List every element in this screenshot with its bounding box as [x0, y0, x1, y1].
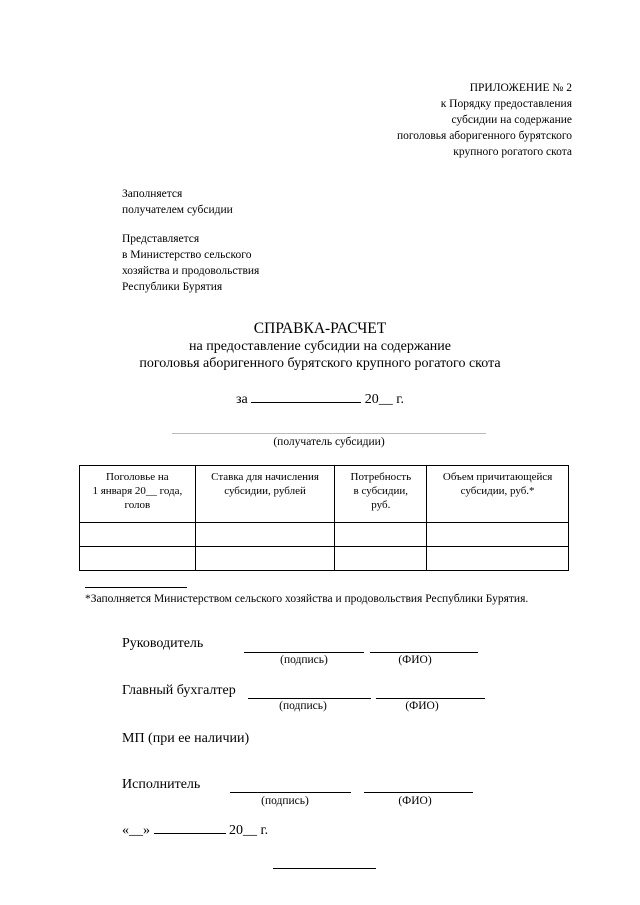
- header-need: Потребность в субсидии, руб.: [335, 466, 427, 523]
- table-cell[interactable]: [427, 523, 569, 547]
- head-label: Руководитель: [122, 636, 204, 651]
- appendix-line: к Порядку предоставления: [440, 98, 572, 110]
- table-cell[interactable]: [80, 523, 196, 547]
- accountant-name-blank[interactable]: [376, 698, 485, 699]
- table-cell[interactable]: [335, 547, 427, 571]
- period-prefix: за: [236, 392, 248, 407]
- document-title: [0, 320, 640, 372]
- table-cell[interactable]: [195, 547, 335, 571]
- executor-label: Исполнитель: [122, 777, 201, 792]
- header-amount: Объем причитающейся субсидии, руб.*: [427, 466, 569, 523]
- bottom-blank[interactable]: [273, 868, 376, 869]
- submitted-to-note: [122, 231, 259, 295]
- calculation-table: [79, 465, 569, 571]
- table-cell[interactable]: [80, 547, 196, 571]
- period-line: [0, 392, 640, 408]
- signature-caption: (подпись): [280, 654, 328, 666]
- head-signature-blank[interactable]: [244, 652, 364, 653]
- title-subtitle: на предоставление субсидии на содержание: [189, 339, 451, 354]
- table-cell[interactable]: [195, 523, 335, 547]
- name-caption: (ФИО): [398, 654, 432, 666]
- header-livestock: Поголовье на 1 января 20__ года, голов: [80, 466, 196, 523]
- accountant-label: Главный бухгалтер: [122, 683, 236, 698]
- filled-by-note: [122, 186, 233, 218]
- title-subtitle: поголовья аборигенного бурятского крупного рогатого скота: [139, 356, 501, 371]
- signature-caption: (подпись): [279, 700, 327, 712]
- header-rate: Ставка для начисления субсидии, рублей: [195, 466, 335, 523]
- appendix-number: ПРИЛОЖЕНИЕ № 2: [469, 82, 572, 94]
- table-header-row: [80, 466, 569, 523]
- footnote-rule: [85, 587, 187, 588]
- name-caption: (ФИО): [405, 700, 439, 712]
- date-day[interactable]: «__»: [122, 823, 150, 838]
- note-line: Представляется: [122, 233, 200, 245]
- recipient-caption: (получатель субсидии): [273, 436, 385, 448]
- note-line: в Министерство сельского: [122, 249, 252, 261]
- appendix-heading: [397, 80, 572, 160]
- accountant-signature-blank[interactable]: [248, 698, 371, 699]
- period-blank[interactable]: [251, 402, 361, 403]
- note-line: получателем субсидии: [122, 204, 233, 216]
- footnote: *Заполняется Министерством сельского хозяйства и продовольствия Республики Бурятия.: [85, 593, 529, 605]
- table-row: [80, 523, 569, 547]
- table-cell[interactable]: [335, 523, 427, 547]
- note-line: Республики Бурятия: [122, 281, 223, 293]
- executor-signature-blank[interactable]: [230, 792, 351, 793]
- note-line: Заполняется: [122, 188, 183, 200]
- table-row: [80, 547, 569, 571]
- signature-caption: (подпись): [261, 795, 309, 807]
- appendix-line: поголовья аборигенного бурятского: [396, 130, 572, 142]
- period-year: 20__ г.: [364, 392, 404, 407]
- date-year: 20__ г.: [229, 823, 269, 838]
- appendix-line: крупного рогатого скота: [453, 146, 572, 158]
- head-name-blank[interactable]: [370, 652, 478, 653]
- date-line: [122, 823, 268, 839]
- title-main: СПРАВКА-РАСЧЕТ: [253, 320, 387, 337]
- name-caption: (ФИО): [398, 795, 432, 807]
- appendix-line: субсидии на содержание: [451, 114, 572, 126]
- recipient-blank[interactable]: [172, 433, 486, 434]
- table-cell[interactable]: [427, 547, 569, 571]
- executor-name-blank[interactable]: [364, 792, 473, 793]
- stamp-label: МП (при ее наличии): [122, 731, 250, 746]
- date-month-blank[interactable]: [154, 833, 226, 834]
- note-line: хозяйства и продовольствия: [122, 265, 260, 277]
